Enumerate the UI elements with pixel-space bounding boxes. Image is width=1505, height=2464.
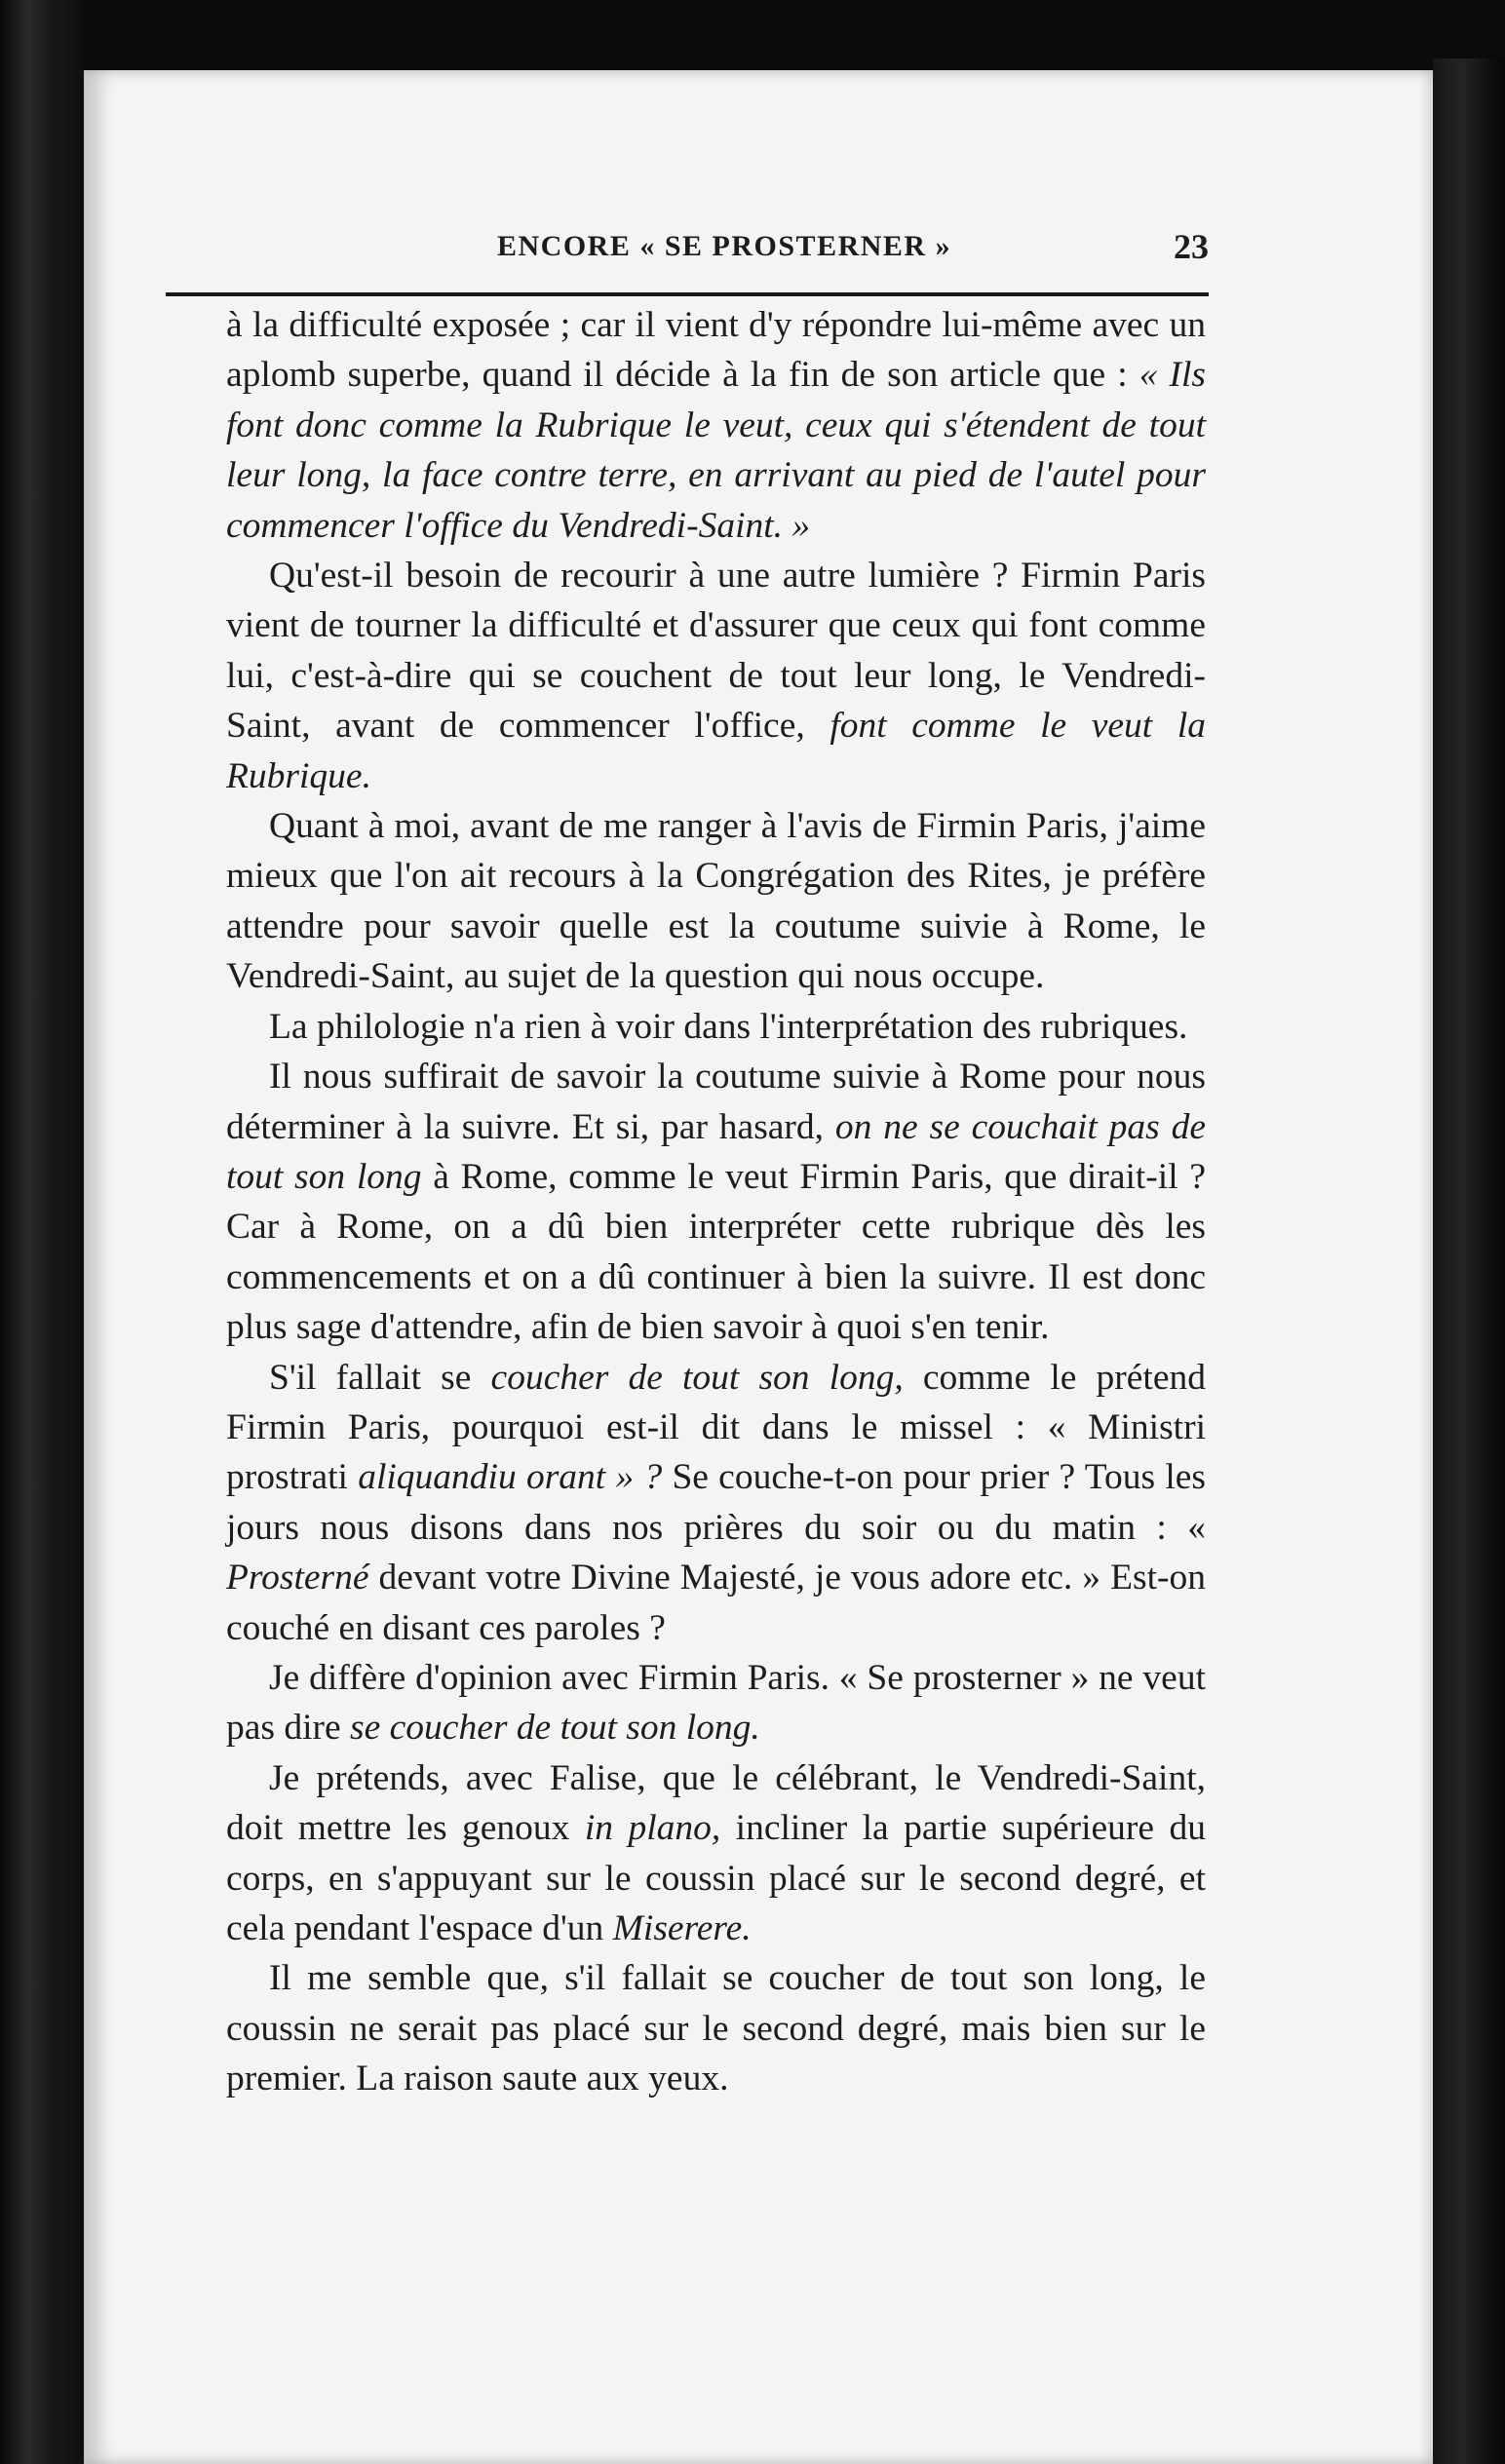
- italic-text: in plano,: [584, 1808, 721, 1849]
- text-run: Il me semble que, s'il fallait se coucher de tout son long, le coussin ne serait pas placé sur le second degré, mais bien sur le premier. La raison saute aux yeux.: [226, 1958, 1206, 2099]
- paragraph: [226, 551, 1206, 801]
- text-run: à Rome, comme le veut Firmin Paris, que dirait-il ? Car à Rome, on a dû bien interpréter cette rubrique dès les commencements et on a dû continuer à bien la suivre. Il est donc plus sage d'attendre, afin de bien savoir à quoi s'en tenir.: [226, 1156, 1206, 1348]
- text-run: La philologie n'a rien à voir dans l'interprétation des rubriques.: [269, 1006, 1188, 1047]
- paragraph: [226, 1753, 1206, 1954]
- italic-text: se coucher de tout son long.: [350, 1708, 760, 1749]
- book-spine-shadow: [0, 0, 84, 2464]
- italic-text: font comme le veut la Rubrique.: [226, 706, 1206, 796]
- text-run: Je diffère d'opinion avec Firmin Paris. « Se prosterner » ne veut pas dire: [226, 1657, 1206, 1749]
- page-number: 23: [1174, 227, 1209, 266]
- text-run: S'il fallait se: [269, 1357, 491, 1398]
- italic-text: Miserere.: [612, 1908, 752, 1948]
- text-run: comme le prétend Firmin Paris, pourquoi est-il dit dans le missel : « Ministri prostrati: [226, 1357, 1206, 1498]
- text-run: Se couche-t-on pour prier ? Tous les jours nous disons dans nos prières du soir ou du matin : «: [226, 1457, 1206, 1548]
- italic-text: « Ils font donc comme la Rubrique le veut, ceux qui s'étendent de tout leur long, la face contre terre, en arrivant au pied de l'autel pour commencer l'office du Vendredi-Saint. »: [226, 355, 1206, 546]
- running-header: [166, 224, 1209, 296]
- paragraph: [226, 1953, 1206, 2103]
- paragraph: [226, 300, 1206, 551]
- text-run: Je prétends, avec Falise, que le célébrant, le Vendredi-Saint, doit mettre les genoux: [226, 1757, 1206, 1849]
- text-run: Qu'est-il besoin de recourir à une autre lumière ? Firmin Paris vient de tourner la difficulté et d'assurer que ceux qui font comme lui, c'est-à-dire qui se couchent de tout leur long, le Vendredi-Saint, avant de commencer l'office,: [226, 556, 1206, 747]
- paragraph: [226, 1002, 1206, 1052]
- page-edge-shadow: [1433, 58, 1505, 2464]
- paragraph: [226, 1052, 1206, 1352]
- italic-text: on ne se couchait pas de tout son long: [226, 1106, 1207, 1197]
- italic-text: Prosterné: [226, 1558, 369, 1598]
- italic-text: coucher de tout son long,: [490, 1357, 904, 1398]
- paragraph: [226, 1653, 1206, 1753]
- paragraph: [226, 801, 1206, 1002]
- running-title: ENCORE « SE PROSTERNER »: [497, 230, 952, 262]
- paragraph: [226, 1353, 1206, 1653]
- text-run: devant votre Divine Majesté, je vous adore etc. » Est-on couché en disant ces paroles ?: [226, 1558, 1206, 1648]
- italic-text: aliquandiu orant » ?: [358, 1457, 663, 1498]
- text-run: incliner la partie supérieure du corps, en s'appuyant sur le coussin placé sur le second degré, et cela pendant l'espace d'un: [226, 1808, 1206, 1948]
- body-text: [226, 300, 1206, 2104]
- text-run: Il nous suffirait de savoir la coutume suivie à Rome pour nous déterminer à la suivre. Et si, par hasard,: [226, 1057, 1206, 1147]
- text-run: Quant à moi, avant de me ranger à l'avis de Firmin Paris, j'aime mieux que l'on ait recours à la Congrégation des Rites, je préfère attendre pour savoir quelle est la coutume suivie à Rome, le Vendredi-Saint, au sujet de la question qui nous occupe.: [226, 806, 1206, 997]
- text-run: à la difficulté exposée ; car il vient d'y répondre lui-même avec un aplomb superbe, quand il décide à la fin de son article que :: [226, 305, 1206, 396]
